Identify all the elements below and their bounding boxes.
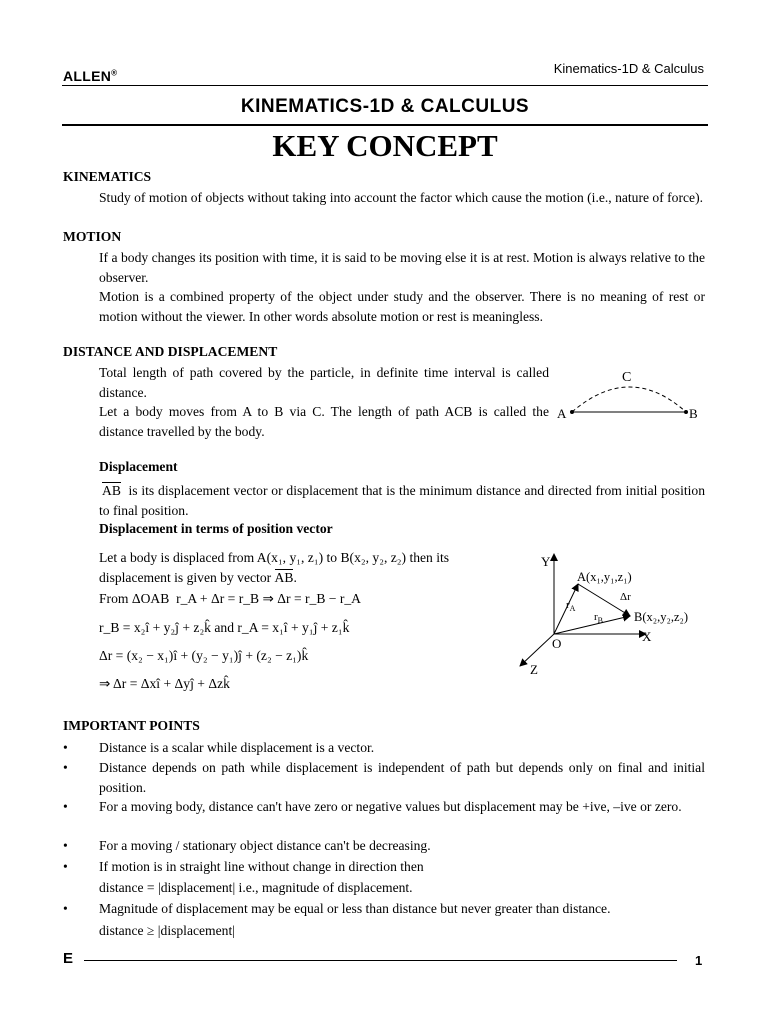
list-item: • For a moving body, distance can't have zero or negative values but displacement may be +ive, –ive or zero. (63, 799, 682, 814)
list-item: • If motion is in straight line without change in direction then (63, 859, 424, 874)
kinematics-text: Study of motion of objects without taking into account the factor which cause the motion (i.e., nature of force). (99, 190, 703, 205)
list-item: • Distance depends on path while displacement is independent of path but depends only on final and initial position. (63, 760, 705, 795)
equation-1: From ΔOAB r_A + Δr = r_B ⇒ Δr = r_B − r_A (99, 591, 361, 606)
displacement-heading: Displacement (99, 459, 178, 474)
key-concept-heading: KEY CONCEPT (272, 128, 498, 163)
axis-z-label: Z (530, 662, 538, 677)
position-vector-line-1: Let a body is displaced from A(x₁, y₁, z₁) to B(x₂, y₂, z₂) then its (99, 550, 450, 565)
path-acb-diagram (552, 362, 712, 432)
position-vector-heading: Displacement in terms of position vector (99, 521, 333, 536)
vector-dr-label: Δr (620, 591, 631, 603)
list-item: • For a moving / stationary object distance can't be decreasing. (63, 838, 431, 853)
distance-paragraph-1: Total length of path covered by the particle, in definite time interval is called distance. (99, 365, 549, 400)
point-a-coords: A(x₁,y₁,z₁) (577, 570, 632, 584)
page-number: 1 (695, 953, 703, 968)
running-title: Kinematics-1D & Calculus (553, 61, 704, 76)
distance-paragraph-2: Let a body moves from A to B via C. The length of path ACB is called the distance travelled by the body. (99, 404, 549, 439)
important-points-heading: IMPORTANT POINTS (63, 718, 200, 733)
distance-heading: DISTANCE AND DISPLACEMENT (63, 344, 278, 359)
displacement-text: AB is its displacement vector or displacement that is the minimum distance and directed from initial position to final position. (99, 483, 705, 518)
motion-heading: MOTION (63, 229, 122, 244)
vector-rb-label: $r_B$ (594, 611, 604, 625)
list-item: • Distance is a scalar while displacement is a vector. (63, 740, 375, 755)
equation-2: r_B = x₂î + y₂ĵ + z₂k̂ and r_A = x₁î + y₁ĵ + z₁k̂ (99, 620, 350, 635)
origin-label: O (552, 636, 562, 651)
page-title: KINEMATICS-1D & CALCULUS (240, 96, 530, 117)
axis-y-label: Y (541, 554, 551, 569)
vector-ab: AB (102, 481, 121, 501)
position-vector-diagram (510, 548, 710, 678)
equation-4: ⇒ Δr = Δxî + Δyĵ + Δzk̂ (99, 676, 230, 691)
motion-paragraph-2: Motion is a combined property of the object under study and the observer. There is no meaning of rest or motion without the viewer. In other words absolute motion or rest is meaningless. (99, 289, 705, 324)
footer-rule (84, 960, 677, 961)
header-rule (62, 85, 708, 86)
point-a-label: A (557, 406, 567, 421)
equation-3: Δr = (x₂ − x₁)î + (y₂ − y₁)ĵ + (z₂ − z₁)k̂ (99, 648, 309, 663)
footer-letter: E (63, 950, 74, 967)
axis-x-label: X (642, 629, 652, 644)
point-b-coords: B(x₂,y₂,z₂) (634, 610, 689, 624)
vector-ra-label: $r_A$ (566, 599, 576, 613)
list-item: • Magnitude of displacement may be equal or less than distance but never greater than distance. (63, 901, 611, 916)
position-vector-line-2: displacement is given by vector AB. (99, 568, 549, 588)
point-c-label: C (622, 370, 632, 385)
kinematics-heading: KINEMATICS (63, 169, 152, 184)
motion-paragraph-1: If a body changes its position with time, it is said to be moving else it is at rest. Motion is always relative to the observer. (99, 250, 705, 285)
title-rule (62, 124, 708, 126)
point-b-label: B (689, 406, 698, 421)
list-item-continuation: distance = |displacement| i.e., magnitude of displacement. (99, 880, 413, 895)
allen-logo: ALLEN® (63, 68, 118, 84)
list-item-continuation: distance ≥ |displacement| (99, 923, 235, 938)
